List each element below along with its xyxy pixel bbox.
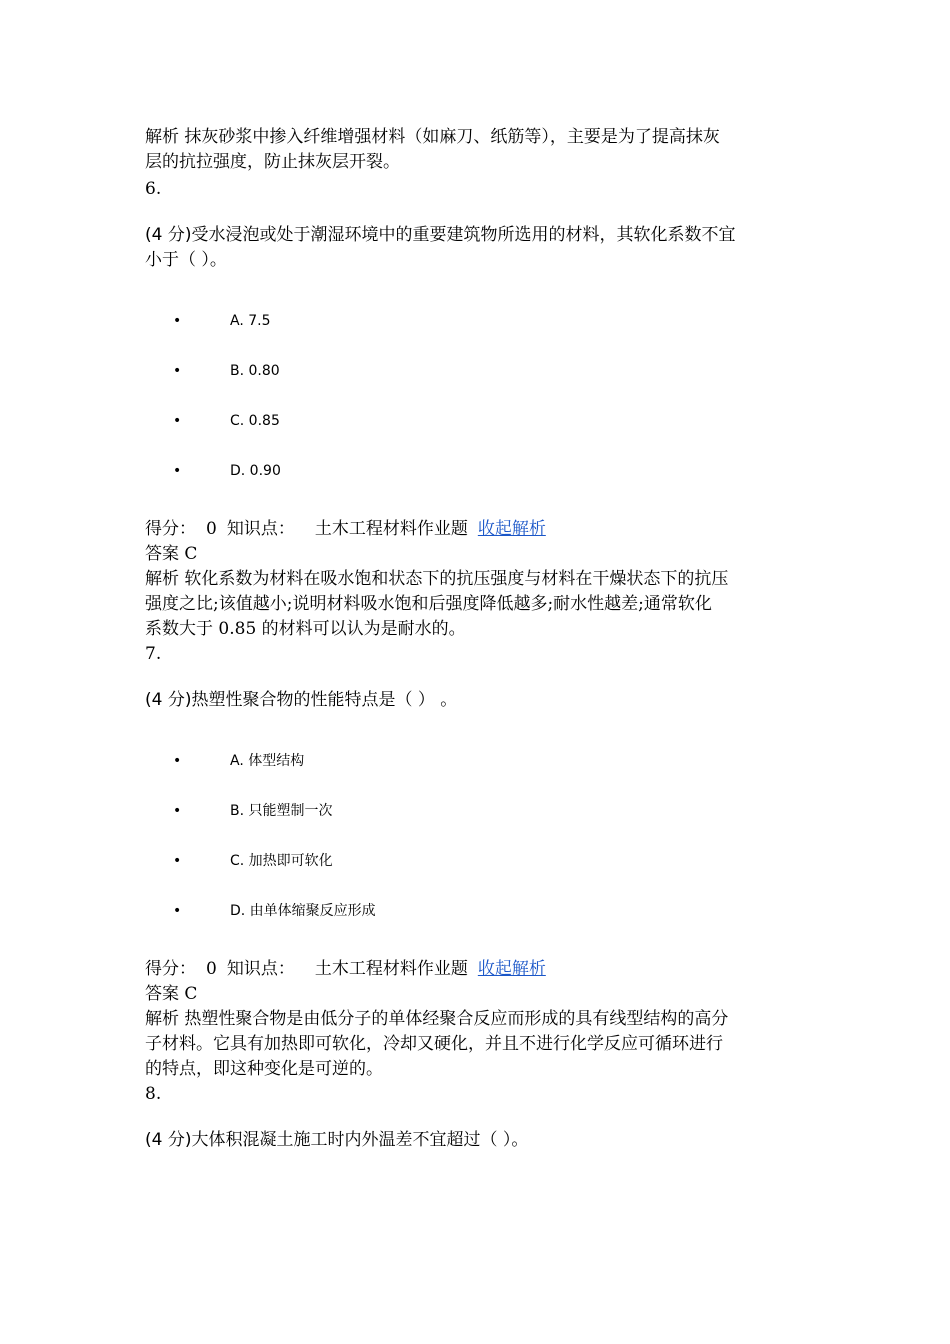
score-line [145,517,825,542]
score-line [145,957,825,982]
bullet-icon: • [173,853,182,869]
option-label: B. 只能塑制一次 [230,803,333,819]
question-text-line-2: 小于（ ）。 [145,250,227,270]
knowledge-value: 土木工程材料作业题 [314,959,468,979]
question-number: 6. [145,179,162,199]
analysis-line-2: 子材料。它具有加热即可软化，冷却又硬化，并且不进行化学反应可循环进行 [145,1034,723,1054]
bullet-icon: • [173,413,182,429]
knowledge-value: 土木工程材料作业题 [314,519,468,539]
analysis-line-3: 系数大于 0.85 的材料可以认为是耐水的。 [145,619,466,639]
knowledge-label: 知识点： [226,959,295,979]
option-label: A. 7.5 [230,313,271,329]
score-value: 0 [206,519,217,539]
option-label: B. 0.80 [230,363,280,379]
question-text-line-1: (4 分)大体积混凝土施工时内外温差不宜超过（ ）。 [145,1130,529,1150]
option-label: D. 由单体缩聚反应形成 [230,903,376,919]
question-text-line-1: (4 分)热塑性聚合物的性能特点是（ ） 。 [145,690,458,710]
bullet-icon: • [173,803,182,819]
prev-analysis-line-2: 层的抗拉强度，防止抹灰层开裂。 [145,152,400,172]
score-value: 0 [206,959,217,979]
bullet-icon: • [173,753,182,769]
option-label: C. 加热即可软化 [230,853,333,869]
analysis-line-1: 解析 软化系数为材料在吸水饱和状态下的抗压强度与材料在干燥状态下的抗压 [145,569,729,589]
question-number: 8. [145,1084,162,1104]
score-label: 得分： [145,519,196,539]
option-label: D. 0.90 [230,463,281,479]
score-label: 得分： [145,959,196,979]
collapse-analysis-link[interactable]: 收起解析 [477,959,546,979]
collapse-analysis-link[interactable]: 收起解析 [477,519,546,539]
analysis-line-2: 强度之比;该值越小;说明材料吸水饱和后强度降低越多;耐水性越差;通常软化 [145,594,712,614]
answer-line: 答案 C [145,544,198,564]
analysis-line-3: 的特点，即这种变化是可逆的。 [145,1059,383,1079]
question-text-line-1: (4 分)受水浸泡或处于潮湿环境中的重要建筑物所选用的材料，其软化系数不宜 [145,225,736,245]
question-number: 7. [145,644,162,664]
option-label: A. 体型结构 [230,753,305,769]
answer-line: 答案 C [145,984,198,1004]
bullet-icon: • [173,463,182,479]
knowledge-label: 知识点： [226,519,295,539]
option-label: C. 0.85 [230,413,280,429]
bullet-icon: • [173,363,182,379]
prev-analysis-line-1: 解析 抹灰砂浆中掺入纤维增强材料（如麻刀、纸筋等），主要是为了提高抹灰 [145,127,720,147]
bullet-icon: • [173,903,182,919]
analysis-line-1: 解析 热塑性聚合物是由低分子的单体经聚合反应而形成的具有线型结构的高分 [145,1009,729,1029]
bullet-icon: • [173,313,182,329]
